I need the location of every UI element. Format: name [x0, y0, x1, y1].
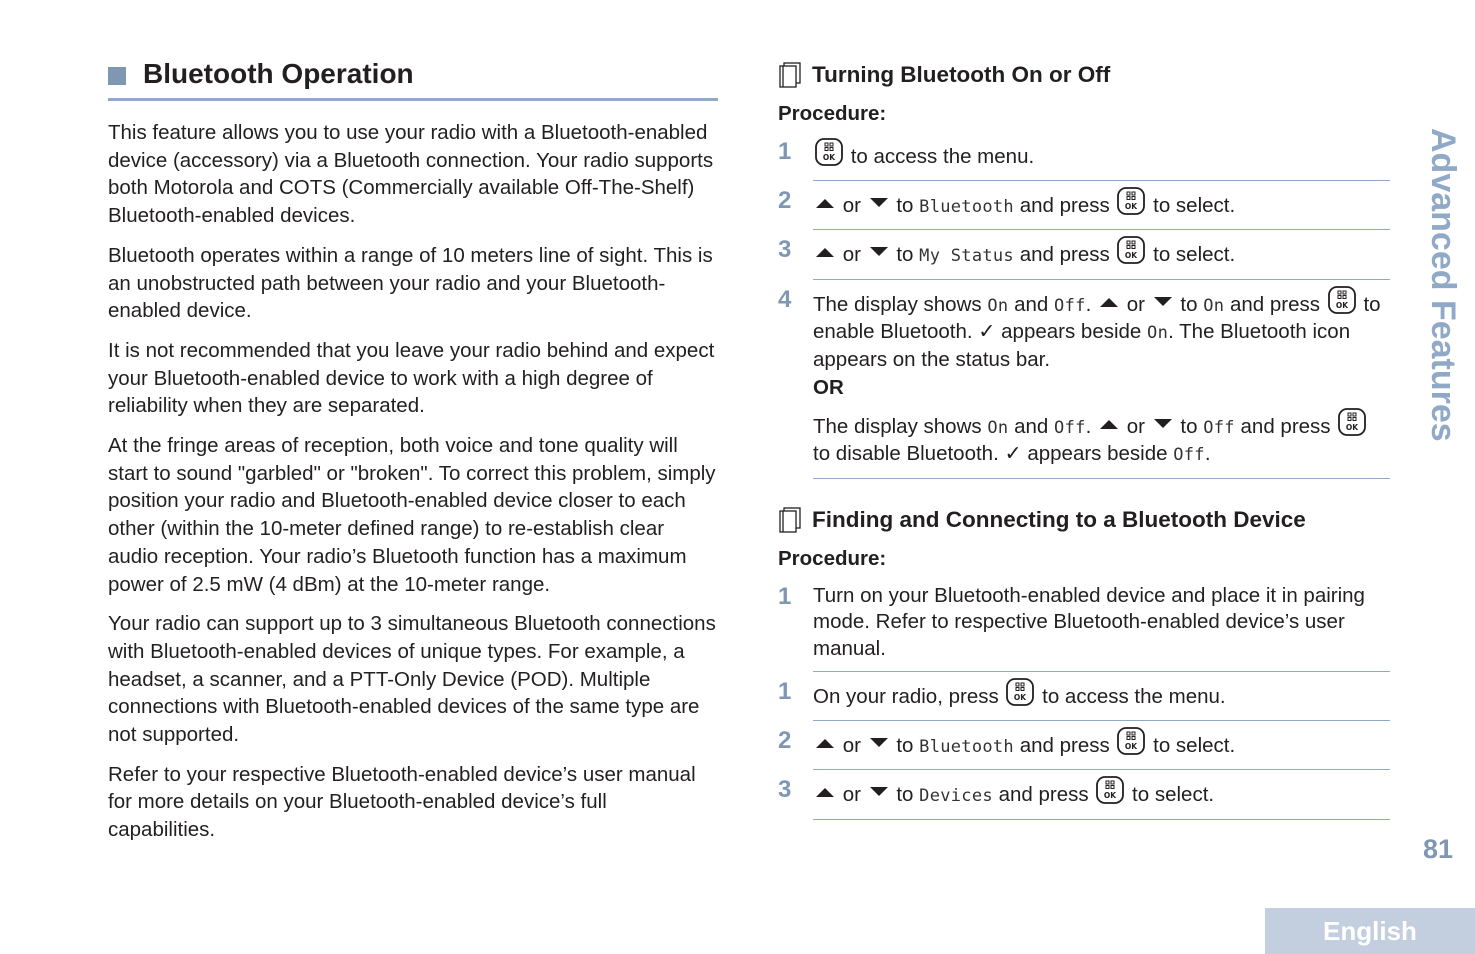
down-arrow-icon [869, 246, 889, 258]
option-off: Off [1054, 295, 1086, 316]
step-number: 3 [778, 776, 792, 803]
intro-column [108, 58, 718, 856]
ok-menu-key-icon [1338, 408, 1366, 436]
menu-item-name: Devices [919, 786, 993, 806]
section-finding-device [778, 507, 1390, 533]
up-arrow-icon [815, 786, 835, 798]
connector-text: to [896, 733, 914, 757]
option-on: On [987, 295, 1009, 316]
language-tab [1265, 908, 1475, 954]
step-text [813, 230, 1390, 280]
connector-text: The display shows [813, 292, 982, 316]
step-text [813, 672, 1390, 721]
reference-paragraph: Refer to your respective Bluetooth-enabled device’s user manual for more details on your Bluetooth-enabled device’s full capabilities. [108, 762, 696, 842]
step-instruction: to select. [1153, 733, 1236, 757]
step-instruction: to access the menu. [1042, 685, 1226, 708]
connector-text: and press [1240, 414, 1331, 438]
step-number: 2 [778, 186, 792, 214]
option-off: Off [1054, 417, 1086, 438]
step-instruction: On your radio, press [813, 685, 999, 708]
connector-text: and press [1019, 243, 1110, 266]
step-text [813, 770, 1390, 820]
ok-menu-key-icon [815, 138, 843, 166]
book-icon [778, 507, 802, 533]
step-number: 1 [778, 138, 792, 165]
punctuation: . [1204, 442, 1211, 465]
down-arrow-icon [869, 786, 889, 798]
step-instruction: to disable Bluetooth. ✓ appears beside [813, 442, 1168, 465]
connector-text: to [896, 243, 914, 266]
reliability-paragraph: It is not recommended that you leave your radio behind and expect your Bluetooth-enabled device to work with a high degree of reliability when they are separated. [108, 338, 715, 418]
ok-menu-key-icon [1006, 678, 1034, 706]
down-arrow-icon [1153, 296, 1173, 308]
section-heading [108, 58, 718, 101]
range-paragraph: Bluetooth operates within a range of 10 meters line of sight. This is an unobstructed path between your radio and your Bluetooth-enabled device. [108, 243, 713, 323]
punctuation: . [1085, 414, 1092, 438]
ok-menu-key-icon [1096, 776, 1124, 804]
up-arrow-icon [1099, 418, 1119, 430]
step-text [813, 280, 1390, 479]
step-instruction: to select. [1153, 193, 1236, 217]
option-off: Off [1203, 417, 1235, 438]
up-arrow-icon [1099, 296, 1119, 308]
section-turning-bluetooth [778, 62, 1390, 88]
procedure-step [778, 721, 1390, 771]
ok-menu-key-icon [1117, 727, 1145, 755]
procedure-step [778, 770, 1390, 820]
option-off: Off [1173, 445, 1205, 465]
ok-menu-key-icon [1328, 286, 1356, 314]
section-title: Finding and Connecting to a Bluetooth Device [812, 506, 1306, 532]
procedure-label: Procedure: [778, 546, 887, 570]
step-number: 3 [778, 236, 792, 263]
option-on: On [1203, 295, 1225, 316]
procedure-step [778, 181, 1390, 231]
step-text [813, 721, 1390, 771]
intro-paragraph: This feature allows you to use your radio with a Bluetooth-enabled device (accessory) via a Bluetooth connection. Your radio supports both Motorola and COTS (Commercially available Off-The-Shelf) Bluetooth-enabled devices. [108, 121, 714, 228]
step-number: 1 [778, 582, 792, 610]
up-arrow-icon [815, 197, 835, 209]
ok-menu-key-icon [1117, 187, 1145, 215]
connector-text: or [842, 733, 861, 757]
connector-text: and press [998, 783, 1089, 806]
connector-text: The display shows [813, 414, 982, 438]
step-instruction: to select. [1132, 783, 1215, 806]
connector-text: and press [1019, 193, 1110, 217]
connector-text: or [842, 193, 861, 217]
procedure-step [778, 132, 1390, 181]
chapter-side-tab: Advanced Features [1424, 128, 1462, 442]
ok-menu-key-icon [1117, 236, 1145, 264]
procedures-column [778, 62, 1390, 820]
connector-text: or [842, 243, 861, 266]
connections-paragraph: Your radio can support up to 3 simultaneous Bluetooth connections with Bluetooth-enabled devices of unique types. For example, a headset, a scanner, and a PTT-Only Device (POD). Multiple connections with Bluetooth-enabled devices of the same type are not supported. [108, 612, 716, 747]
procedure-step [778, 672, 1390, 721]
connector-text: and [1014, 414, 1049, 438]
connector-text: to [896, 193, 914, 217]
up-arrow-icon [815, 737, 835, 749]
step-text [813, 132, 1390, 181]
menu-item-name: Bluetooth [919, 196, 1014, 217]
fringe-paragraph: At the fringe areas of reception, both voice and tone quality will start to sound "garbled" or "broken". To correct this problem, simply position your radio and Bluetooth-enabled device closer to each other (within the 10-meter defined range) to re-establish clear audio reception. Your radio’s Bluetooth function has a maximum power of 2.5 mW (4 dBm) at the 10-meter range. [108, 434, 716, 596]
connector-text: or [1126, 414, 1145, 438]
connector-text: to [1180, 292, 1198, 316]
language-label: English [1323, 915, 1417, 946]
connector-text: or [1126, 292, 1145, 316]
connector-text: or [842, 783, 861, 806]
step-text [813, 181, 1390, 231]
option-on: On [1147, 323, 1169, 343]
down-arrow-icon [1153, 418, 1173, 430]
step-instruction: to select. [1153, 243, 1236, 266]
procedure-step [778, 577, 1390, 673]
step-number: 2 [778, 726, 792, 754]
step-number: 1 [778, 678, 792, 705]
connector-text: to [1180, 414, 1198, 438]
punctuation: . [1085, 292, 1092, 316]
square-bullet-icon [108, 67, 126, 85]
menu-item-name: My Status [919, 246, 1014, 266]
procedure-label: Procedure: [778, 102, 887, 125]
connector-text: and [1014, 292, 1049, 316]
down-arrow-icon [869, 197, 889, 209]
procedure-step [778, 230, 1390, 280]
connector-text: to [896, 783, 914, 806]
step-instruction: to enable Bluetooth. ✓ appears beside [813, 292, 1381, 343]
step-instruction: . The Bluetooth icon appears on the status bar. [813, 320, 1351, 371]
down-arrow-icon [869, 737, 889, 749]
step-number: 4 [778, 285, 792, 313]
page-number: 81 [1422, 834, 1453, 864]
book-icon [778, 62, 802, 88]
step-text: Turn on your Bluetooth-enabled device and place it in pairing mode. Refer to respective Bluetooth-enabled device’s user manual. [813, 577, 1390, 673]
step-instruction: to access the menu. [850, 145, 1035, 168]
alternative-label: OR [813, 376, 844, 399]
procedure-step [778, 280, 1390, 479]
menu-item-name: Bluetooth [919, 736, 1014, 757]
connector-text: and press [1230, 292, 1321, 316]
section-title: Turning Bluetooth On or Off [812, 62, 1111, 87]
connector-text: and press [1019, 733, 1110, 757]
page-title: Bluetooth Operation [143, 58, 414, 89]
option-on: On [987, 417, 1009, 438]
up-arrow-icon [815, 246, 835, 258]
